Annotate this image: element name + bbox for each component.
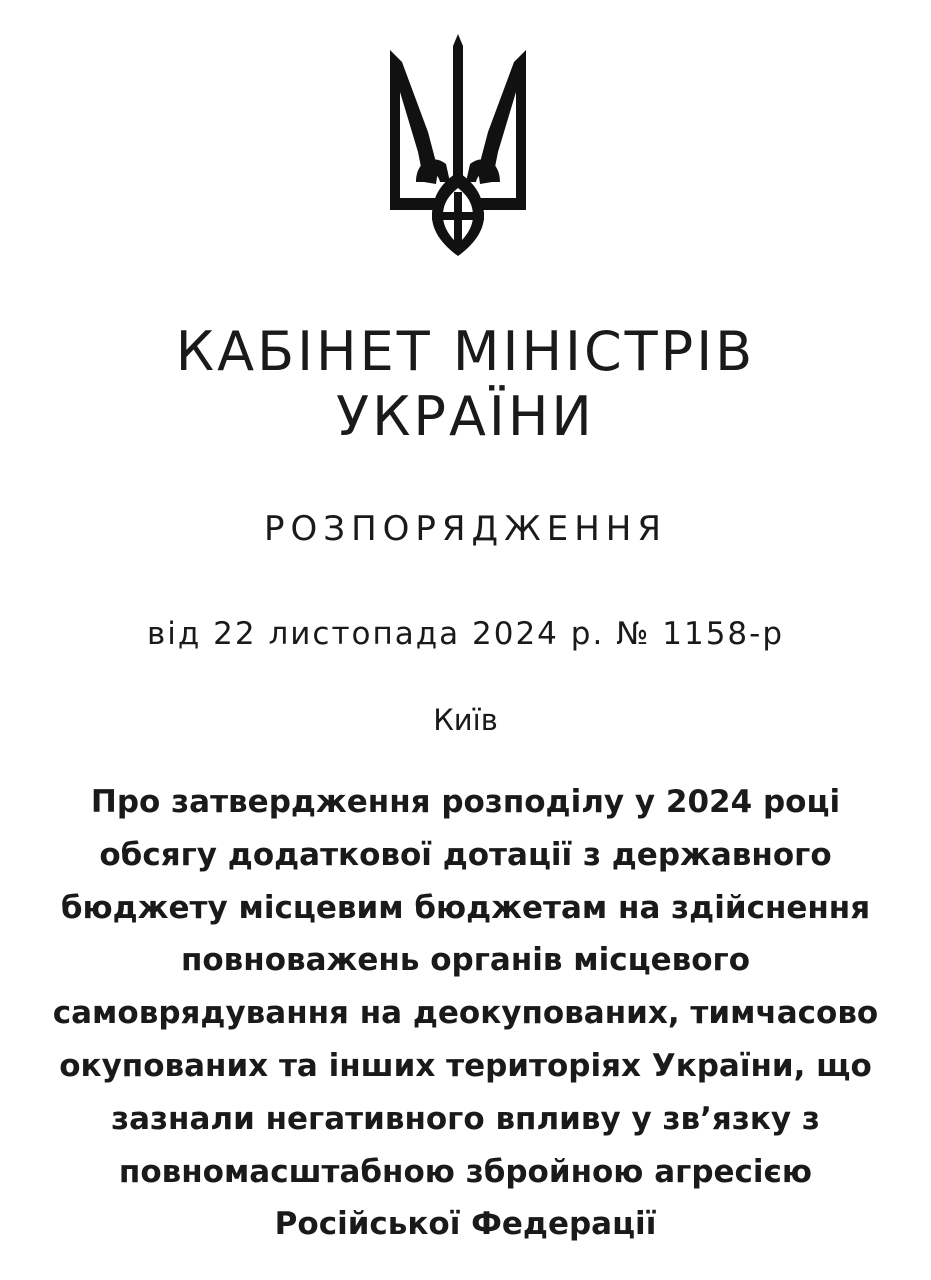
title-line: повномасштабною збройною агресією [118, 1153, 813, 1190]
title-line: обсягу додаткової дотації з державного [99, 836, 832, 873]
document-city: Київ [433, 703, 498, 737]
document-type: РОЗПОРЯДЖЕННЯ [264, 509, 667, 549]
title-line: Про затвердження розподілу у 2024 році [90, 784, 841, 820]
title-line: бюджету місцевим бюджетам на здійснення [60, 889, 871, 926]
organization-name-line2: УКРАЇНИ [336, 385, 595, 448]
title-line: Російської Федерації [274, 1206, 657, 1243]
title-line: зазнали негативного впливу у зв’язку з [111, 1100, 820, 1137]
organization-name-line1: КАБІНЕТ МІНІСТРІВ [175, 320, 756, 383]
title-line: повноважень органів місцевого [180, 942, 751, 979]
title-line: окупованих та інших територіях України, що [59, 1047, 872, 1084]
document-title [40, 776, 891, 1251]
title-line: самоврядування на деокупованих, тимчасово [52, 995, 879, 1032]
document-dateline: від 22 листопада 2024 р. № 1158-р [146, 616, 785, 652]
trident-icon [388, 32, 528, 258]
